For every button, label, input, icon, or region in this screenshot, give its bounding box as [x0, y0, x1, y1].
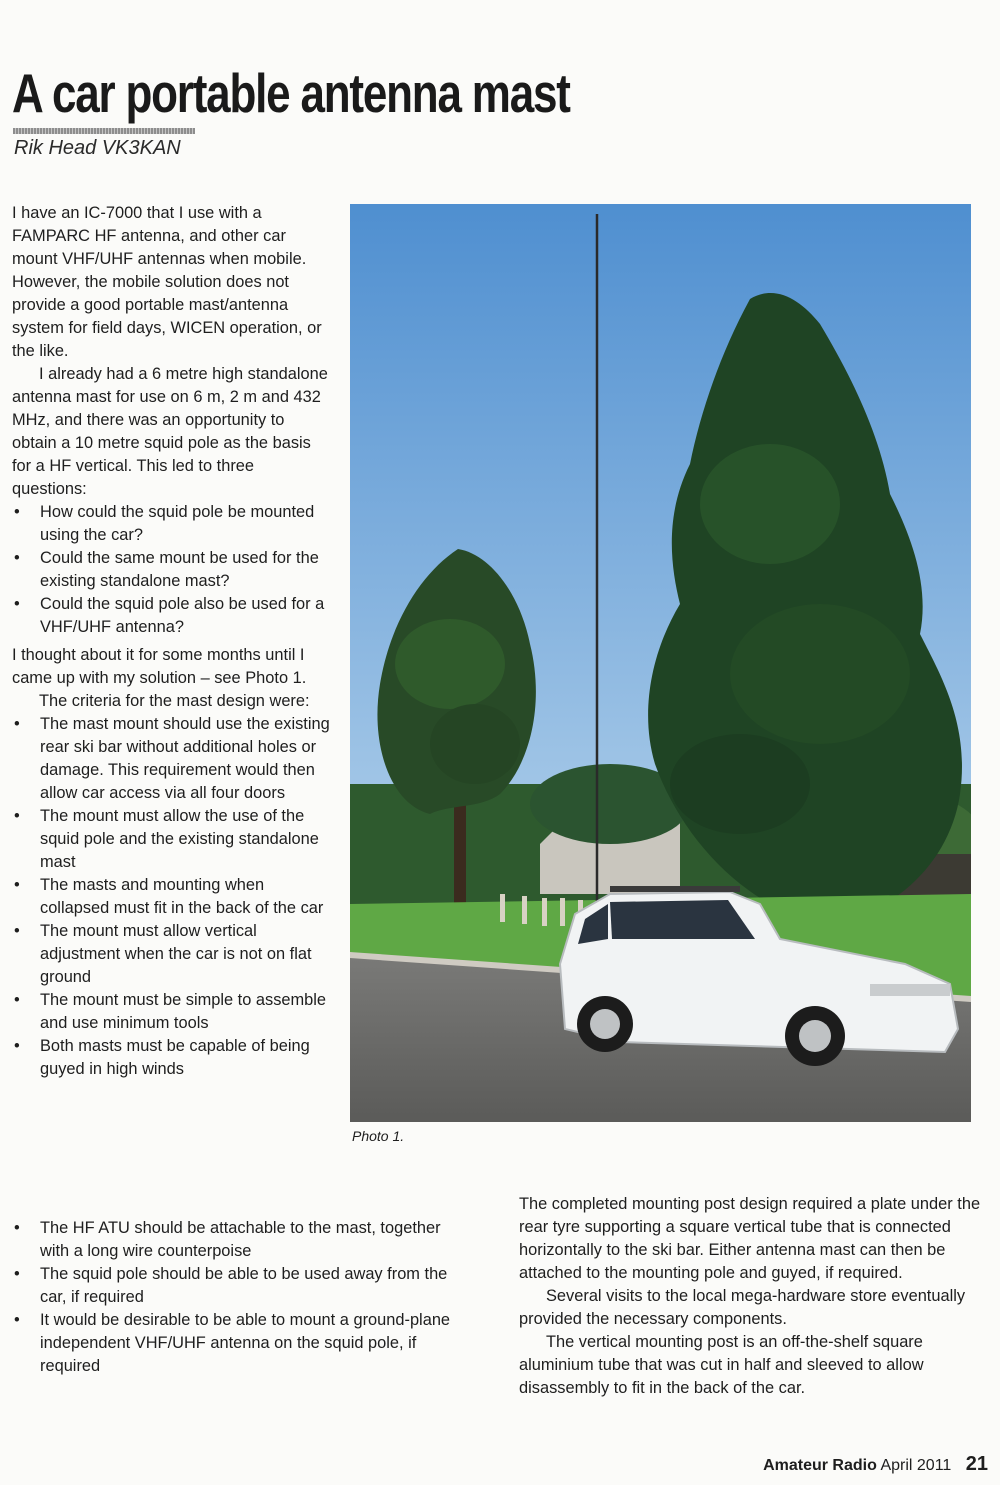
- list-item: • Both masts must be capable of being guyed in high winds: [12, 1035, 330, 1081]
- photo-illustration: [350, 204, 971, 1122]
- page-footer: [763, 1453, 988, 1476]
- article-title: A car portable antenna mast: [12, 62, 570, 124]
- criteria-list-continued: [12, 1217, 470, 1378]
- photo-caption: Photo 1.: [352, 1128, 405, 1144]
- list-item: • The masts and mounting when collapsed must fit in the back of the car: [12, 874, 330, 920]
- list-item: • The mount must be simple to assemble and use minimum tools: [12, 989, 330, 1035]
- list-item: • The mount must allow the use of the squid pole and the existing standalone mast: [12, 805, 330, 874]
- list-item: • The mount must allow vertical adjustment when the car is not on flat ground: [12, 920, 330, 989]
- title-rule: [13, 128, 195, 134]
- list-item: • How could the squid pole be mounted using the car?: [12, 501, 330, 547]
- magazine-name: Amateur Radio: [763, 1457, 877, 1474]
- page-number: 21: [965, 1453, 988, 1475]
- list-item: • Could the squid pole also be used for a VHF/UHF antenna?: [12, 593, 330, 639]
- criteria-list: [12, 713, 330, 1081]
- paragraph: I have an IC-7000 that I use with a FAMPARC HF antenna, and other car mount VHF/UHF antennas when mobile. However, the mobile solution does not provide a good portable mast/antenna system for field days, WICEN operation, or the like.: [12, 204, 322, 360]
- paragraph: The criteria for the mast design were:: [39, 692, 310, 710]
- list-item: • The squid pole should be able to be used away from the car, if required: [12, 1263, 470, 1309]
- list-item: • The mast mount should use the existing rear ski bar without additional holes or damage. This requirement would then allow car access via all four doors: [12, 713, 330, 805]
- article-author: Rik Head VK3KAN: [14, 137, 181, 159]
- left-column-lower: [12, 1217, 470, 1378]
- right-column: [519, 1193, 991, 1400]
- paragraph: I thought about it for some months until I came up with my solution – see Photo 1.: [12, 646, 307, 687]
- roof-ski-bar: [610, 886, 740, 892]
- left-column-upper: [12, 202, 330, 1081]
- questions-list: [12, 501, 330, 639]
- list-item: • The HF ATU should be attachable to the mast, together with a long wire counterpoise: [12, 1217, 470, 1263]
- paragraph: I already had a 6 metre high standalone antenna mast for use on 6 m, 2 m and 432 MHz, and there was an opportunity to obtain a 10 metre squid pole as the basis for a HF vertical. This led to three questions:: [12, 365, 328, 498]
- list-item: • Could the same mount be used for the existing standalone mast?: [12, 547, 330, 593]
- issue-date: April 2011: [880, 1457, 952, 1474]
- paragraph: The completed mounting post design required a plate under the rear tyre supporting a square vertical tube that is connected horizontally to the ski bar. Either antenna mast can then be attached to the mounting pole and guyed, if required.: [519, 1195, 981, 1282]
- photo-antenna-mast-on-car: [350, 204, 971, 1122]
- list-item: • It would be desirable to be able to mount a ground-plane independent VHF/UHF antenna on the squid pole, if required: [12, 1309, 470, 1378]
- paragraph: Several visits to the local mega-hardware store eventually provided the necessary components.: [519, 1287, 966, 1328]
- paragraph: The vertical mounting post is an off-the-shelf square aluminium tube that was cut in half and sleeved to allow disassembly to fit in the back of the car.: [519, 1333, 924, 1397]
